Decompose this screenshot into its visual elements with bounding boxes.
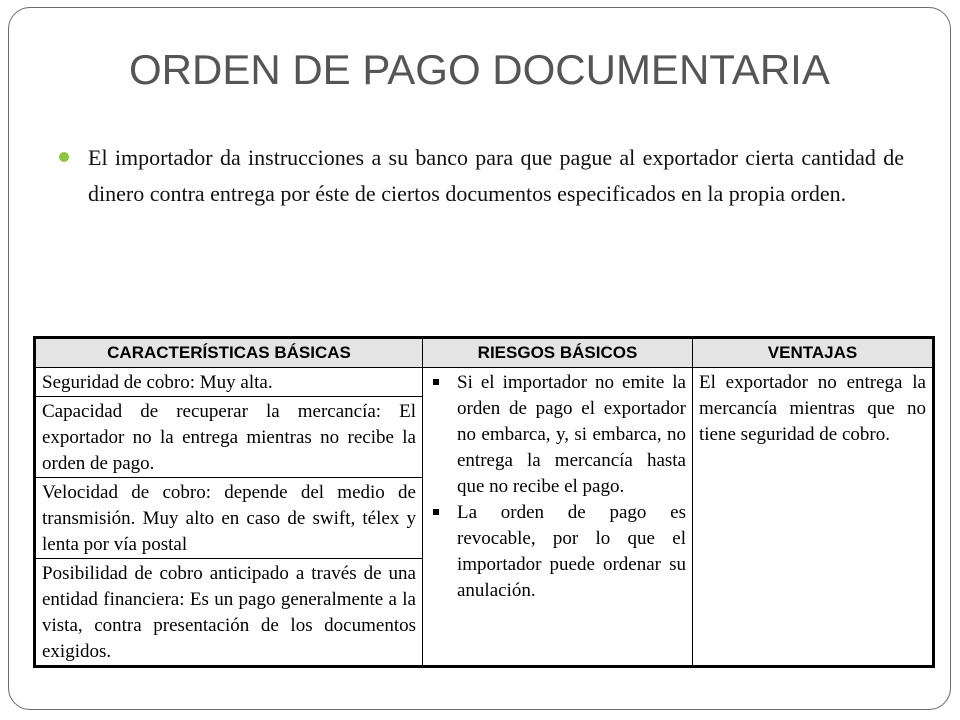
header-caracteristicas: CARACTERÍSTICAS BÁSICAS	[35, 338, 423, 368]
cell-ventajas: El exportador no entrega la mercancía mientras que no tiene seguridad de cobro.	[693, 368, 934, 667]
square-bullet-icon	[433, 509, 439, 515]
risk-item	[429, 370, 686, 500]
risk-text: La orden de pago es revocable, por lo que el importador puede ordenar su anulación.	[457, 502, 686, 601]
table-row	[35, 368, 934, 397]
header-ventajas: VENTAJAS	[693, 338, 934, 368]
cell-caracteristica: Velocidad de cobro: depende del medio de transmisión. Muy alto en caso de swift, télex y lenta por vía postal	[35, 478, 423, 559]
slide-title: ORDEN DE PAGO DOCUMENTARIA	[129, 46, 830, 93]
bullet-text: El importador da instrucciones a su banco para que pague al exportador cierta cantidad de dinero contra entrega por éste de ciertos documentos especificados en la propia orden.	[88, 145, 904, 206]
cell-caracteristica: Posibilidad de cobro anticipado a través de una entidad financiera: Es un pago generalmente a la vista, contra presentación de los documentos exigidos.	[35, 559, 423, 667]
bullet-dot-icon	[59, 152, 69, 162]
cell-caracteristica: Seguridad de cobro: Muy alta.	[35, 368, 423, 397]
table-header-row	[35, 338, 934, 368]
cell-caracteristica: Capacidad de recuperar la mercancía: El exportador no la entrega mientras no recibe la orden de pago.	[35, 397, 423, 478]
square-bullet-icon	[433, 379, 439, 385]
header-riesgos: RIESGOS BÁSICOS	[423, 338, 693, 368]
cell-riesgos	[423, 368, 693, 667]
risk-item	[429, 500, 686, 604]
info-table	[33, 336, 935, 668]
risk-list	[429, 370, 686, 604]
risk-text: Si el importador no emite la orden de pago el exportador no embarca, y, si embarca, no entrega la mercancía hasta que no recibe el pago.	[457, 372, 686, 497]
